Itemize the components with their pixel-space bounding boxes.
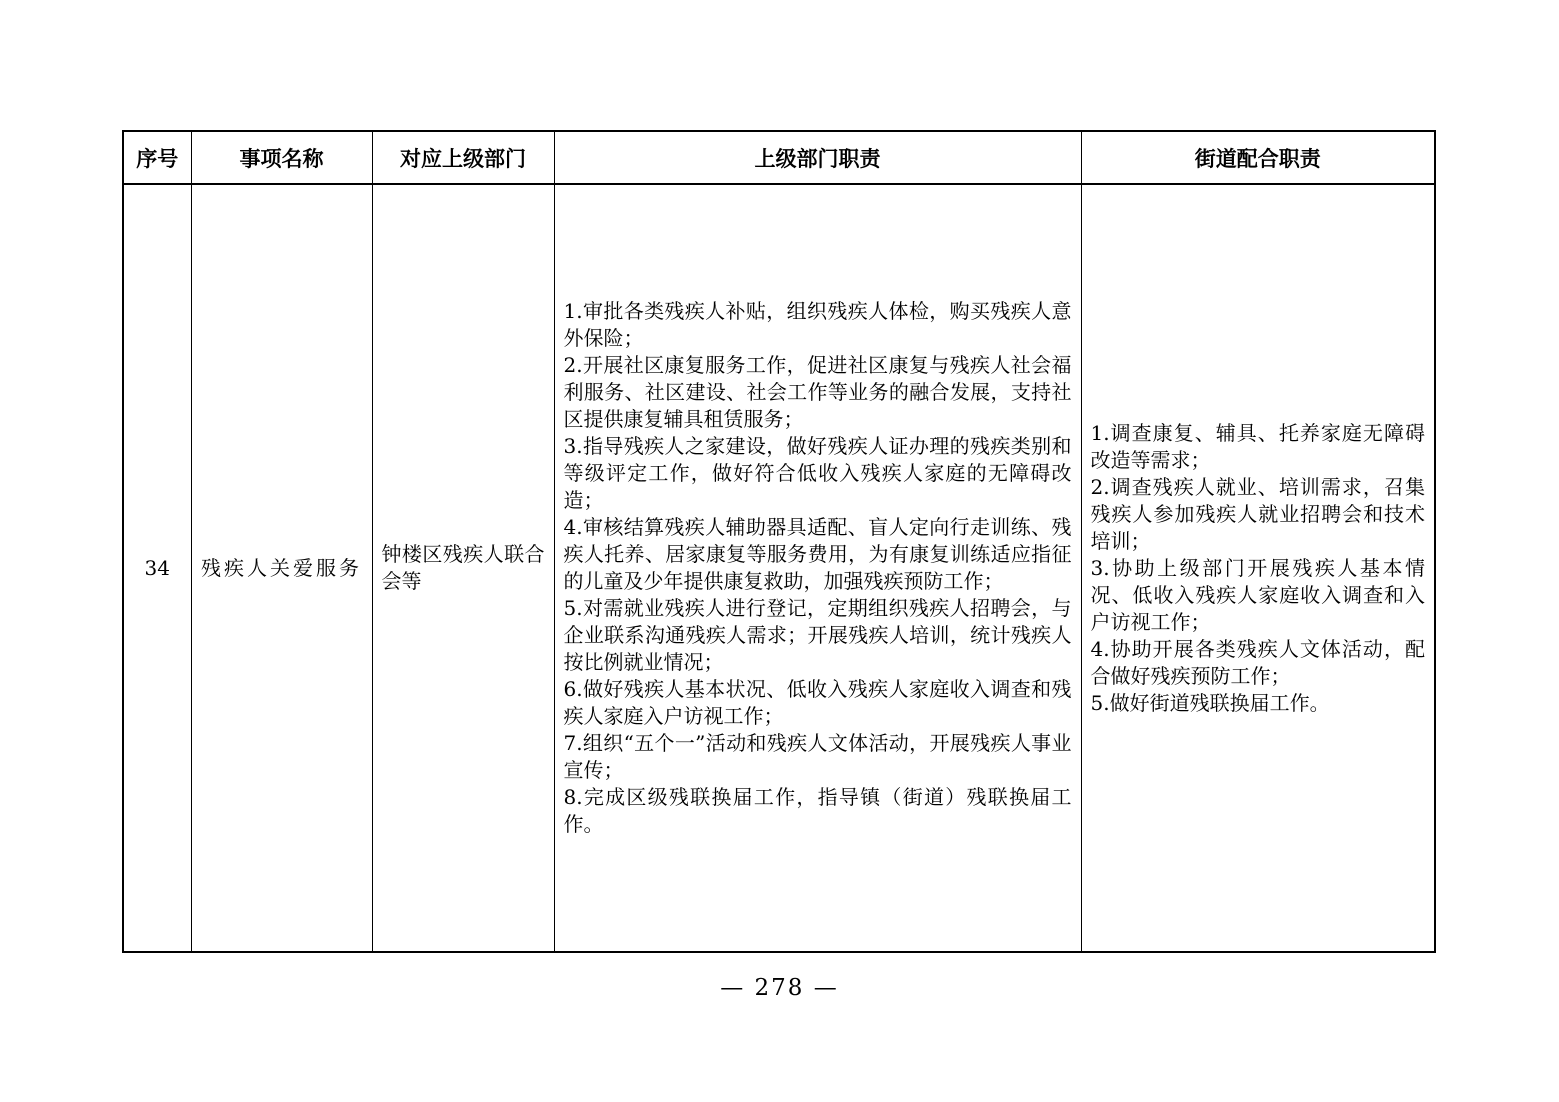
header-cell-street-duties: 街道配合职责 bbox=[1081, 131, 1435, 184]
street-duty-item: 3.协助上级部门开展残疾人基本情况、低收入残疾人家庭收入调查和入户访视工作； bbox=[1090, 555, 1425, 634]
header-cell-superior-duties: 上级部门职责 bbox=[554, 131, 1081, 184]
cell-superior-duties bbox=[554, 184, 1081, 952]
superior-duty-item: 4.审核结算残疾人辅助器具适配、盲人定向行走训练、残疾人托养、居家康复等服务费用，为有康复训练适应指征的儿童及少年提供康复救助，加强残疾预防工作； bbox=[563, 515, 1072, 593]
superior-duty-item: 6.做好残疾人基本状况、低收入残疾人家庭收入调查和残疾人家庭入户访视工作； bbox=[563, 677, 1072, 728]
cell-department: 钟楼区残疾人联合会等 bbox=[372, 184, 554, 952]
superior-duty-item: 8.完成区级残联换届工作，指导镇（街道）残联换届工作。 bbox=[563, 785, 1072, 836]
street-duty-item: 1.调查康复、辅具、托养家庭无障碍改造等需求； bbox=[1090, 420, 1425, 472]
header-cell-department: 对应上级部门 bbox=[372, 131, 554, 184]
page-number: — 278 — bbox=[720, 975, 839, 1001]
superior-duty-item: 5.对需就业残疾人进行登记，定期组织残疾人招聘会，与企业联系沟通残疾人需求；开展残疾人培训，统计残疾人按比例就业情况； bbox=[563, 596, 1072, 674]
cell-item-name: 残疾人关爱服务 bbox=[191, 184, 372, 952]
superior-duty-item: 3.指导残疾人之家建设，做好残疾人证办理的残疾类别和等级评定工作，做好符合低收入残疾人家庭的无障碍改造； bbox=[563, 434, 1072, 512]
cell-street-duties bbox=[1081, 184, 1435, 952]
header-row bbox=[123, 131, 1435, 184]
superior-duty-item: 2.开展社区康复服务工作，促进社区康复与残疾人社会福利服务、社区建设、社会工作等业务的融合发展，支持社区提供康复辅具租赁服务； bbox=[563, 353, 1072, 431]
superior-duty-item: 7.组织“五个一”活动和残疾人文体活动，开展残疾人事业宣传； bbox=[563, 731, 1072, 782]
header-cell-item-name: 事项名称 bbox=[191, 131, 372, 184]
street-duty-item: 4.协助开展各类残疾人文体活动，配合做好残疾预防工作； bbox=[1090, 636, 1425, 688]
street-duty-item: 5.做好街道残联换届工作。 bbox=[1090, 690, 1330, 715]
superior-duty-item: 1.审批各类残疾人补贴，组织残疾人体检，购买残疾人意外保险； bbox=[563, 299, 1072, 350]
cell-index: 34 bbox=[123, 184, 191, 952]
street-duty-item: 2.调查残疾人就业、培训需求，召集残疾人参加残疾人就业招聘会和技术培训； bbox=[1090, 474, 1425, 553]
responsibility-table bbox=[122, 130, 1436, 953]
table-row bbox=[123, 184, 1435, 952]
header-cell-index: 序号 bbox=[123, 131, 191, 184]
